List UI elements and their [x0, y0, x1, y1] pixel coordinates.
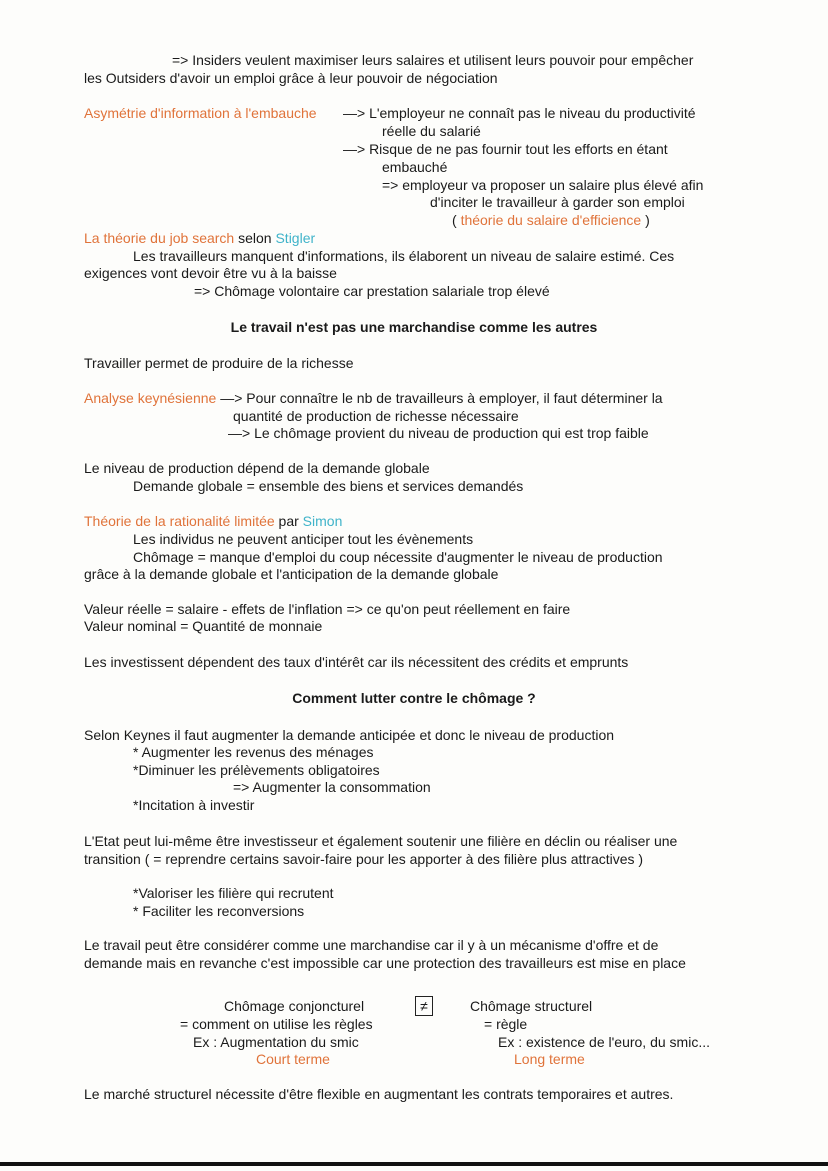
structurel-term: Long terme [514, 1051, 585, 1067]
efficience-line: ( théorie du salaire d'efficience ) [452, 212, 650, 228]
conjoncturel-def: = comment on utilise les règles [180, 1016, 373, 1032]
stigler-name: Stigler [275, 230, 316, 246]
efficience-theory: théorie du salaire d'efficience [460, 212, 642, 228]
final-line: Le marché structurel nécessite d'être flexible en augmentant les contrats temporaires et autres. [84, 1086, 674, 1102]
not-equal-icon: ≠ [415, 996, 433, 1016]
simon-name: Simon [302, 513, 343, 529]
job-search-heading: La théorie du job search selon Stigler [84, 230, 316, 246]
lutte-line-1: Selon Keynes il faut augmenter la demande anticipée et donc le niveau de production [84, 727, 615, 743]
asymetrie-title: Asymétrie d'information à l'embauche [84, 105, 317, 121]
simon-heading: Théorie de la rationalité limitée par Simon [84, 513, 343, 529]
asymetrie-line-2: réelle du salarié [382, 123, 481, 139]
etat-bullet-2: * Faciliter les reconversions [133, 903, 305, 919]
outsiders-line: les Outsiders d'avoir un emploi grâce à leur pouvoir de négociation [84, 70, 498, 86]
structurel-title: Chômage structurel [470, 998, 593, 1014]
simon-line-2: Chômage = manque d'emploi du coup nécessite d'augmenter le niveau de production [133, 549, 663, 565]
lutte-bullet-1: * Augmenter les revenus des ménages [133, 744, 374, 760]
lutte-consommation: => Augmenter la consommation [233, 779, 431, 795]
page-bottom-edge [0, 1162, 828, 1166]
conjoncturel-ex: Ex : Augmentation du smic [193, 1034, 359, 1050]
structurel-ex: Ex : existence de l'euro, du smic... [498, 1034, 710, 1050]
valeur-nominal-line: Valeur nominal = Quantité de monnaie [84, 618, 323, 634]
marchandise-line-1: Le travail peut être considérer comme une marchandise car il y à un mécanisme d'offre et de [84, 937, 659, 953]
simon-line-1: Les individus ne peuvent anticiper tout les évènements [133, 531, 474, 547]
keynes-line-2: quantité de production de richesse nécessaire [233, 408, 519, 424]
etat-line-1: L'Etat peut lui-même être investisseur et également soutenir une filière en déclin ou réaliser une [84, 833, 678, 849]
asymetrie-line-1: —> L'employeur ne connaît pas le niveau du productivité [343, 105, 696, 121]
etat-bullet-1: *Valoriser les filière qui recrutent [133, 885, 334, 901]
conjoncturel-term: Court terme [256, 1051, 330, 1067]
investissement-line: Les investissent dépendent des taux d'intérêt car ils nécessitent des crédits et emprunts [84, 654, 629, 670]
lutte-bullet-2: *Diminuer les prélèvements obligatoires [133, 762, 380, 778]
keynes-line-3: —> Le chômage provient du niveau de production qui est trop faible [228, 425, 649, 441]
section-heading-travail: Le travail n'est pas une marchandise comme les autres [230, 319, 598, 335]
section-heading-chomage: Comment lutter contre le chômage ? [292, 690, 536, 706]
job-line-1: Les travailleurs manquent d'informations, ils élaborent un niveau de salaire estimé. Ces [133, 248, 675, 264]
job-line-2: exigences vont devoir être vu à la baisse [84, 265, 337, 281]
asymetrie-line-6: d'inciter le travailleur à garder son emploi [430, 194, 685, 210]
keynes-title: Analyse keynésienne [84, 390, 217, 406]
insiders-line: => Insiders veulent maximiser leurs salaires et utilisent leurs pouvoir pour empêcher [172, 52, 694, 68]
demande-line-2: Demande globale = ensemble des biens et services demandés [133, 478, 524, 494]
richesse-line: Travailler permet de produire de la richesse [84, 355, 354, 371]
demande-line-1: Le niveau de production dépend de la demande globale [84, 460, 430, 476]
asymetrie-line-5: => employeur va proposer un salaire plus élevé afin [382, 177, 704, 193]
asymetrie-line-3: —> Risque de ne pas fournir tout les efforts en étant [343, 141, 668, 157]
etat-line-2: transition ( = reprendre certains savoir-faire pour les apporter à des filière plus attractives ) [84, 851, 644, 867]
keynes-line-1: Analyse keynésienne —> Pour connaître le nb de travailleurs à employer, il faut déterminer la [84, 390, 663, 406]
marchandise-line-2: demande mais en revanche c'est impossible car une protection des travailleurs est mise en place [84, 955, 686, 971]
job-line-3: => Chômage volontaire car prestation salariale trop élevé [194, 283, 550, 299]
asymetrie-line-4: embauché [382, 159, 448, 175]
lutte-bullet-3: *Incitation à investir [133, 797, 255, 813]
structurel-def: = règle [484, 1016, 528, 1032]
conjoncturel-title: Chômage conjoncturel [224, 998, 365, 1014]
valeur-reelle-line: Valeur réelle = salaire - effets de l'inflation => ce qu'on peut réellement en faire [84, 601, 571, 617]
simon-line-3: grâce à la demande globale et l'anticipation de la demande globale [84, 566, 499, 582]
